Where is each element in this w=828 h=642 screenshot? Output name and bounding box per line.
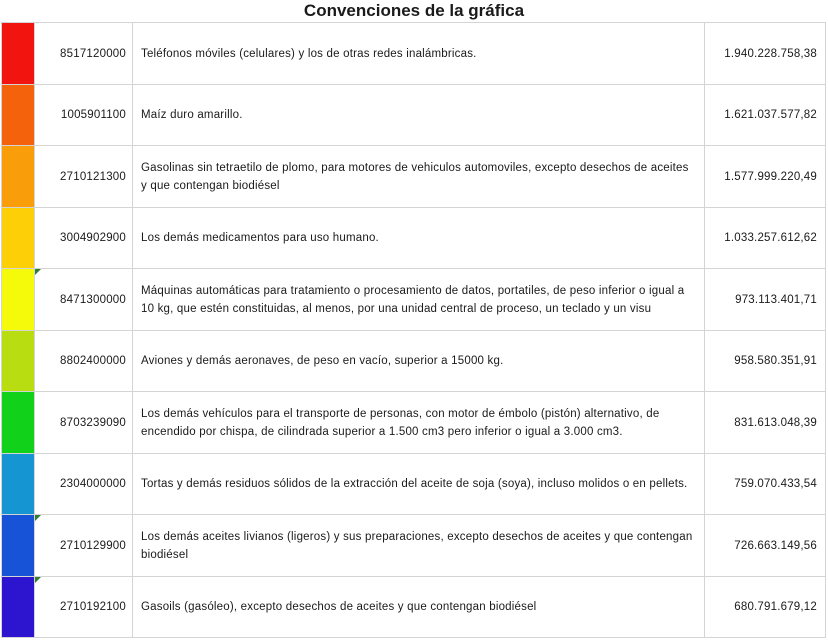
product-code-text: 1005901100	[60, 109, 126, 121]
legend-row	[2, 146, 826, 208]
color-swatch	[2, 85, 35, 146]
product-description: Máquinas automáticas para tratamiento o procesamiento de datos, portatiles, de peso inferior o igual a 10 kg, que estén constituidas, al menos, por una unidad central de proceso, un teclado y un visu	[133, 269, 705, 331]
color-swatch	[2, 269, 35, 331]
legend-table-body	[2, 23, 826, 638]
comment-marker-icon	[35, 269, 41, 275]
legend-table	[1, 22, 826, 638]
legend-row	[2, 331, 826, 392]
product-code	[35, 208, 133, 269]
product-code	[35, 515, 133, 577]
product-value: 1.621.037.577,82	[705, 85, 826, 146]
product-code-text: 2710192100	[60, 601, 126, 613]
comment-marker-icon	[35, 577, 41, 583]
color-swatch	[2, 208, 35, 269]
color-swatch	[2, 515, 35, 577]
product-value: 1.577.999.220,49	[705, 146, 826, 208]
product-description: Gasolinas sin tetraetilo de plomo, para motores de vehiculos automoviles, excepto desechos de aceites y que contengan biodiésel	[133, 146, 705, 208]
product-code-text: 2710129900	[60, 539, 126, 552]
product-description: Maíz duro amarillo.	[133, 85, 705, 146]
product-code	[35, 269, 133, 331]
product-value: 958.580.351,91	[705, 331, 826, 392]
product-value: 973.113.401,71	[705, 269, 826, 331]
product-code-text: 3004902900	[60, 232, 126, 244]
color-swatch	[2, 146, 35, 208]
product-description: Los demás vehículos para el transporte de personas, con motor de émbolo (pistón) alternativo, de encendido por chispa, de cilindrada superior a 1.500 cm3 pero inferior o igual a 3.000 cm3.	[133, 392, 705, 454]
product-code	[35, 23, 133, 85]
color-swatch	[2, 23, 35, 85]
legend-row	[2, 577, 826, 638]
product-description: Gasoils (gasóleo), excepto desechos de aceites y que contengan biodiésel	[133, 577, 705, 638]
color-swatch	[2, 392, 35, 454]
product-code-text: 8517120000	[60, 47, 126, 60]
product-code-text: 8703239090	[60, 416, 126, 429]
color-swatch	[2, 454, 35, 515]
legend-row	[2, 454, 826, 515]
product-value: 726.663.149,56	[705, 515, 826, 577]
comment-marker-icon	[35, 515, 41, 521]
product-description: Los demás medicamentos para uso humano.	[133, 208, 705, 269]
product-code	[35, 331, 133, 392]
product-code-text: 2304000000	[60, 478, 126, 490]
product-value: 1.940.228.758,38	[705, 23, 826, 85]
legend-row	[2, 23, 826, 85]
legend-row	[2, 85, 826, 146]
product-code	[35, 392, 133, 454]
color-swatch	[2, 331, 35, 392]
legend-row	[2, 392, 826, 454]
product-description: Aviones y demás aeronaves, de peso en vacío, superior a 15000 kg.	[133, 331, 705, 392]
product-code	[35, 85, 133, 146]
product-description: Teléfonos móviles (celulares) y los de otras redes inalámbricas.	[133, 23, 705, 85]
color-swatch	[2, 577, 35, 638]
legend-title: Convenciones de la gráfica	[303, 1, 525, 20]
legend-row	[2, 208, 826, 269]
product-value: 1.033.257.612,62	[705, 208, 826, 269]
product-code	[35, 454, 133, 515]
product-description: Los demás aceites livianos (ligeros) y sus preparaciones, excepto desechos de aceites y que contengan biodiésel	[133, 515, 705, 577]
product-value: 831.613.048,39	[705, 392, 826, 454]
product-code	[35, 146, 133, 208]
product-value: 680.791.679,12	[705, 577, 826, 638]
legend-row	[2, 515, 826, 577]
product-code-text: 2710121300	[60, 170, 126, 183]
product-code-text: 8471300000	[60, 293, 126, 306]
product-code	[35, 577, 133, 638]
legend-row	[2, 269, 826, 331]
product-description: Tortas y demás residuos sólidos de la extracción del aceite de soja (soya), incluso molidos o en pellets.	[133, 454, 705, 515]
product-value: 759.070.433,54	[705, 454, 826, 515]
product-code-text: 8802400000	[60, 355, 126, 367]
